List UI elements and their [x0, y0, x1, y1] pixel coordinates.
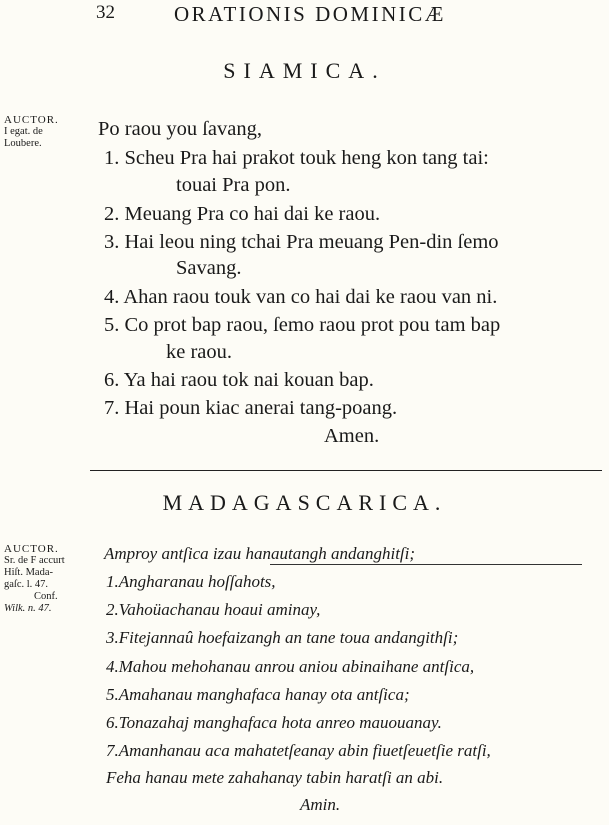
madagascarica-line: Feha hanau mete zahahanay tabin haratſi an abi.	[106, 768, 444, 787]
madagascarica-line: 3.Fitejannaû hoefaizangh an tane toua andangithſi;	[106, 628, 459, 647]
source-line: Loubere.	[4, 138, 42, 149]
section-divider	[90, 470, 602, 471]
siamica-line: 6. Ya hai raou tok nai kouan bap.	[104, 369, 374, 391]
section-title-madagascarica: MADAGASCARICA.	[162, 490, 447, 515]
source-line: gaſc. l. 47.	[4, 579, 49, 590]
madagascarica-line: 2.Vahoüachanau hoaui aminay,	[106, 600, 321, 619]
source-line: I egat. de	[4, 126, 43, 137]
section-title-siamica: SIAMICA.	[223, 58, 386, 83]
siamica-line: touai Pra pon.	[176, 174, 291, 196]
siamica-amen: Amen.	[324, 425, 380, 447]
source-line: Sr. de F accurt	[4, 555, 65, 566]
source-line: Wilk. n. 47.	[4, 603, 52, 614]
siamica-line: 4. Ahan raou touk van co hai dai ke raou van ni.	[104, 286, 498, 308]
source-line: Conf.	[34, 591, 58, 602]
siamica-line: 5. Co prot bap raou, ſemo raou prot pou tam bap	[104, 314, 501, 336]
madagascarica-source-note	[4, 543, 65, 615]
siamica-line: Po raou you ſavang,	[98, 118, 262, 140]
madagascarica-line: 5.Amahanau manghafaca hanay ota antſica;	[106, 685, 410, 704]
siamica-line: 3. Hai leou ning tchai Pra meuang Pen-din ſemo	[104, 231, 499, 253]
source-line: Hiſt. Mada-	[4, 567, 53, 578]
madagascarica-line: Amproy antſica izau hanautangh andanghitſi;	[104, 544, 416, 563]
page-number: 32	[96, 2, 115, 23]
madagascarica-line: 6.Tonazahaj manghafaca hota anreo mauouanay.	[106, 713, 442, 732]
strikethrough-mark	[270, 564, 582, 565]
source-label: AUCTOR.	[4, 114, 59, 126]
siamica-line: ke raou.	[166, 341, 233, 363]
madagascarica-amin: Amin.	[300, 795, 341, 814]
siamica-line: Savang.	[176, 257, 242, 279]
madagascarica-line: 4.Mahou mehohanau anrou aniou abinaihane antſica,	[106, 657, 475, 676]
siamica-line: 1. Scheu Pra hai prakot touk heng kon tang tai:	[104, 147, 489, 169]
siamica-source-note	[4, 114, 59, 150]
madagascarica-line: 7.Amanhanau aca mahatetſeanay abin fiuetſeuetſie ratſi,	[106, 741, 491, 760]
source-label: AUCTOR.	[4, 543, 59, 555]
siamica-line: 2. Meuang Pra co hai dai ke raou.	[104, 203, 381, 225]
madagascarica-line: 1.Angharanau hoſſahots,	[106, 572, 276, 591]
siamica-line: 7. Hai poun kiac anerai tang-poang.	[104, 397, 398, 419]
running-title: ORATIONIS DOMINICÆ	[174, 2, 446, 26]
